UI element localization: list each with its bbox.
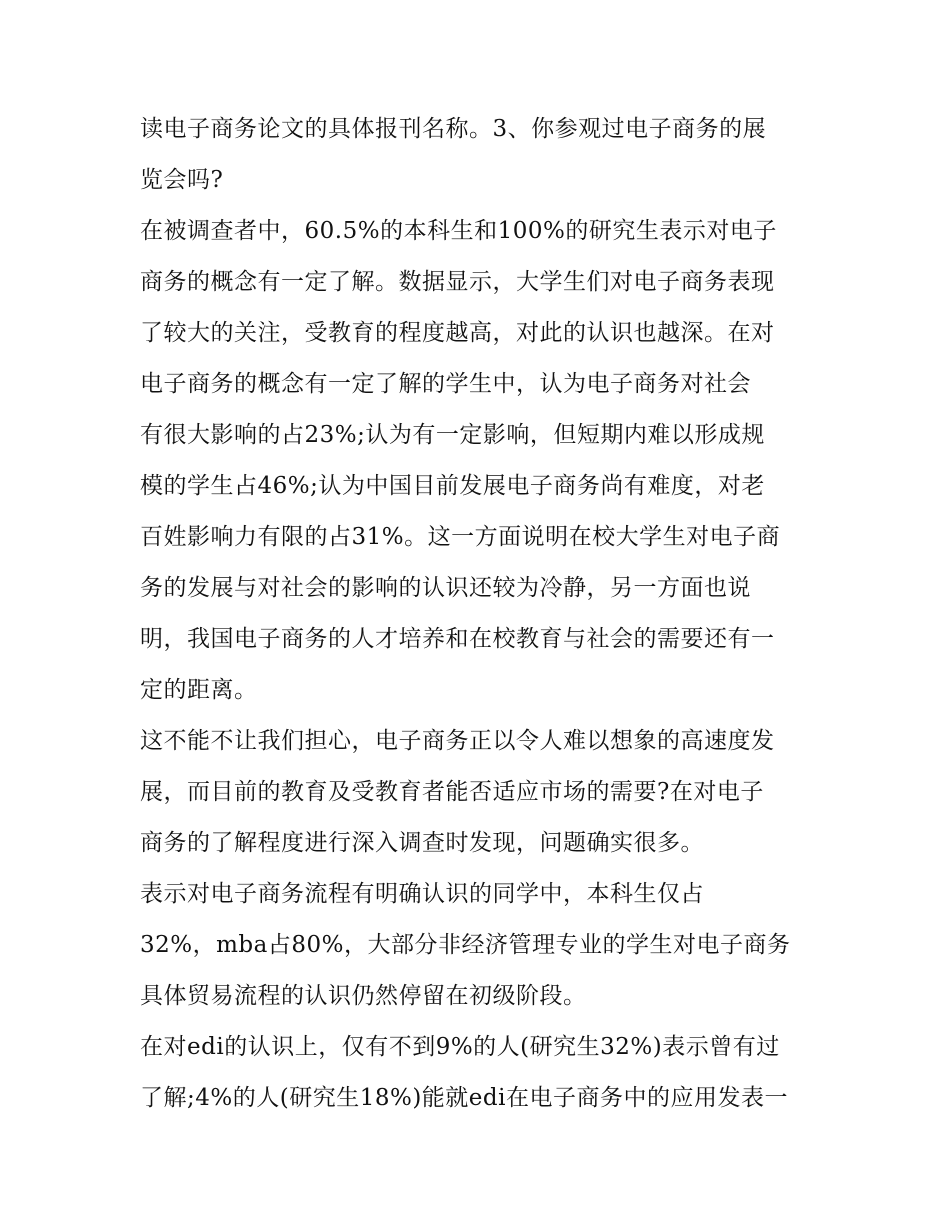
text-line: 览会吗? xyxy=(140,167,224,193)
text-line: 商务的了解程度进行深入调查时发现，问题确实很多。 xyxy=(140,830,704,856)
text-line: 在对edi的认识上，仅有不到9%的人(研究生32%)表示曾有过 xyxy=(140,1034,780,1060)
text-line: 商务的概念有一定了解。数据显示，大学生们对电子商务表现 xyxy=(140,269,775,295)
text-line: 务的发展与对社会的影响的认识还较为冷静，另一方面也说 xyxy=(140,575,751,601)
text-line: 表示对电子商务流程有明确认识的同学中，本科生仅占 xyxy=(140,881,704,907)
text-line: 明，我国电子商务的人才培养和在校教育与社会的需要还有一 xyxy=(140,626,775,652)
text-line: 读电子商务论文的具体报刊名称。3、你参观过电子商务的展 xyxy=(140,116,767,142)
text-line: 32%，mba占80%，大部分非经济管理专业的学生对电子商务 xyxy=(140,932,791,958)
text-line: 了较大的关注，受教育的程度越高，对此的认识也越深。在对 xyxy=(140,320,775,346)
text-line: 这不能不让我们担心，电子商务正以令人难以想象的高速度发 xyxy=(140,728,775,754)
text-line: 展，而目前的教育及受教育者能否适应市场的需要?在对电子 xyxy=(140,779,764,805)
text-line: 了解;4%的人(研究生18%)能就edi在电子商务中的应用发表一 xyxy=(140,1085,788,1111)
text-line: 具体贸易流程的认识仍然停留在初级阶段。 xyxy=(140,983,587,1009)
text-line: 模的学生占46%;认为中国目前发展电子商务尚有难度，对老 xyxy=(140,473,765,499)
text-line: 百姓影响力有限的占31%。这一方面说明在校大学生对电子商 xyxy=(140,524,781,550)
document-body xyxy=(140,104,830,1124)
text-line: 有很大影响的占23%;认为有一定影响，但短期内难以形成规 xyxy=(140,422,765,448)
text-line: 定的距离。 xyxy=(140,677,258,703)
text-line: 在被调查者中，60.5%的本科生和100%的研究生表示对电子 xyxy=(140,218,777,244)
text-line: 电子商务的概念有一定了解的学生中，认为电子商务对社会 xyxy=(140,371,751,397)
